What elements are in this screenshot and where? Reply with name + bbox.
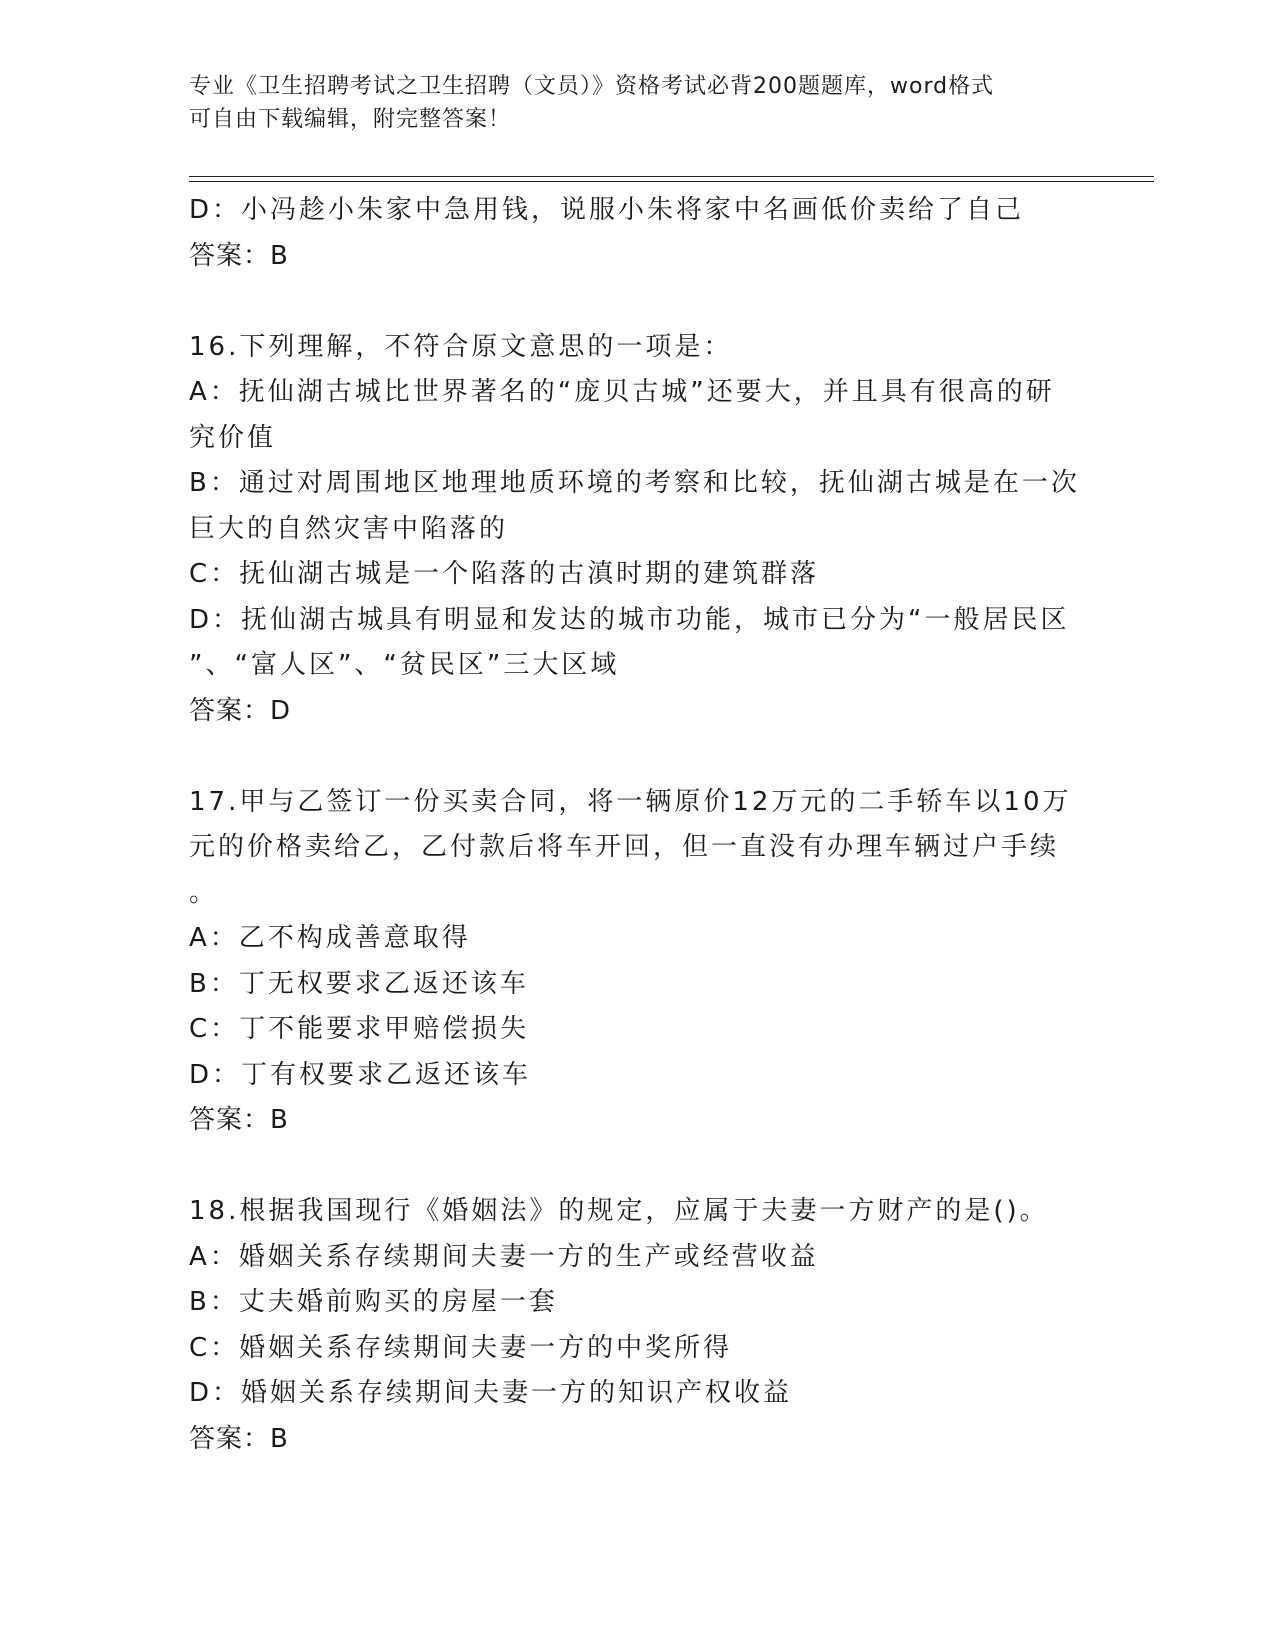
option-d: D：小冯趁小朱家中急用钱，说服小朱将家中名画低价卖给了自己	[189, 195, 1025, 225]
option-a: A：抚仙湖古城比世界著名的“庞贝古城”还要大，并且具有很高的研	[189, 377, 1055, 407]
option-b: B：丁无权要求乙返还该车	[189, 968, 529, 999]
question-stem-end: 。	[189, 877, 219, 908]
option-b: B：丈夫婚前购买的房屋一套	[189, 1287, 558, 1317]
document-body	[189, 188, 1089, 1462]
option-b-continued: 巨大的自然灾害中陷落的	[189, 513, 509, 544]
answer-line: 答案：B	[189, 240, 289, 271]
answer-line: 答案：D	[189, 695, 292, 726]
question-stem: 16.下列理解，不符合原文意思的一项是：	[189, 331, 733, 362]
question-17	[189, 780, 1089, 1144]
answer-line: 答案：B	[189, 1423, 289, 1454]
header-line-2: 可自由下载编辑，附完整答案！	[189, 107, 512, 132]
question-stem: 17.甲与乙签订一份买卖合同，将一辆原价12万元的二手轿车以10万	[189, 786, 1072, 817]
spacer	[189, 734, 1089, 780]
option-d: D：婚姻关系存续期间夫妻一方的知识产权收益	[189, 1378, 793, 1408]
option-d-continued: ”、“富人区”、“贫民区”三大区域	[189, 650, 620, 680]
option-b: B：通过对周围地区地理地质环境的考察和比较，抚仙湖古城是在一次	[189, 468, 1080, 498]
spacer	[189, 1144, 1089, 1190]
header-divider-top	[189, 176, 1154, 177]
option-c: C：抚仙湖古城是一个陷落的古滇时期的建筑群落	[189, 559, 820, 589]
option-c: C：丁不能要求甲赔偿损失	[189, 1014, 530, 1044]
option-d: D：抚仙湖古城具有明显和发达的城市功能，城市已分为“一般居民区	[189, 604, 1070, 635]
option-a: A：婚姻关系存续期间夫妻一方的生产或经营收益	[189, 1241, 819, 1272]
answer-line: 答案：B	[189, 1105, 289, 1135]
header-line-1: 专业《卫生招聘考试之卫生招聘（文员）》资格考试必背200题题库，word格式	[189, 74, 995, 99]
question-stem: 18.根据我国现行《婚姻法》的规定，应属于夫妻一方财产的是()。	[189, 1196, 1049, 1226]
question-stem-continued: 元的价格卖给乙，乙付款后将车开回，但一直没有办理车辆过户手续	[189, 832, 1060, 862]
question-18	[189, 1189, 1089, 1462]
option-c: C：婚姻关系存续期间夫妻一方的中奖所得	[189, 1332, 733, 1363]
option-d: D：丁有权要求乙返还该车	[189, 1059, 532, 1090]
document-header	[189, 70, 1069, 136]
header-divider-bottom	[189, 181, 1154, 182]
option-a-continued: 究价值	[189, 422, 277, 453]
question-16	[189, 325, 1089, 735]
option-a: A：乙不构成善意取得	[189, 923, 471, 953]
spacer	[189, 279, 1089, 325]
question-15-tail	[189, 188, 1089, 279]
